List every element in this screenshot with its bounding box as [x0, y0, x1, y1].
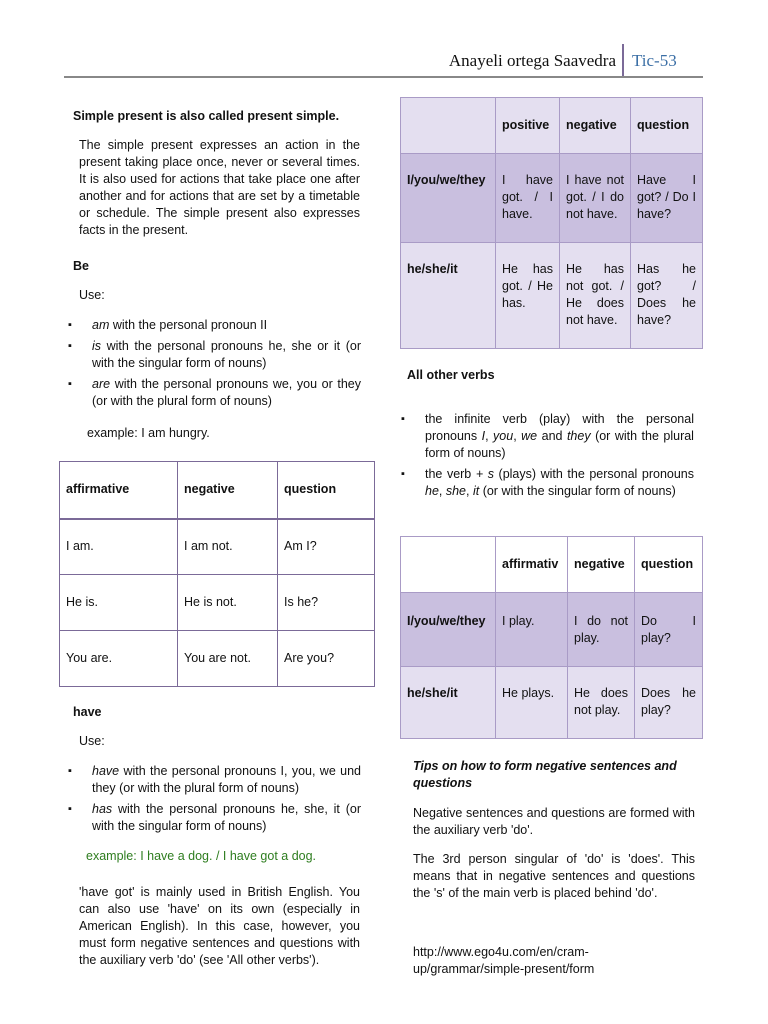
have-example: example: I have a dog. / I have got a dog. — [86, 849, 317, 863]
tips-paragraph-1: Negative sentences and questions are formed with the auxiliary verb 'do'. — [413, 806, 695, 837]
table-header-cell: positive — [496, 98, 560, 154]
list-item: ▪ am with the personal pronoun II — [68, 317, 361, 334]
table-row — [401, 243, 703, 349]
table-cell: I have not got. / I do not have. — [560, 154, 631, 243]
table-header-cell: question — [631, 98, 703, 154]
table-header-cell: affirmative — [60, 462, 178, 519]
table-header-row — [60, 462, 375, 519]
course-code: Tic-53 — [632, 51, 677, 70]
list-item: ▪ the infinite verb (play) with the personal pronouns I, you, we and they (or with the plural form of nouns) — [401, 411, 694, 462]
table-header-cell — [401, 98, 496, 154]
author-name: Anayeli ortega Saavedra — [448, 51, 616, 70]
table-row-header: I/you/we/they — [401, 154, 496, 243]
table-cell: Is he? — [278, 575, 375, 631]
other-verbs-heading: All other verbs — [407, 368, 495, 382]
table-cell: Are you? — [278, 631, 375, 687]
table-header-cell — [401, 537, 496, 593]
table-cell: He plays. — [496, 667, 568, 739]
table-cell: He does not play. — [568, 667, 635, 739]
table-cell: You are. — [60, 631, 178, 687]
table-cell: He has not got. / He does not have. — [560, 243, 631, 349]
play-conjugation-table — [400, 536, 703, 739]
table-row — [60, 631, 375, 687]
list-item: ▪ has with the personal pronouns he, she, it (or with the singular form of nouns) — [68, 801, 361, 835]
table-cell: I have got. / I have. — [496, 154, 560, 243]
source-link[interactable]: http://www.ego4u.com/en/cram-up/grammar/simple-present/form — [413, 945, 595, 976]
header-rule — [64, 76, 703, 78]
table-header-cell: negative — [178, 462, 278, 519]
list-item: ▪ are with the personal pronouns we, you or they (or with the plural form of nouns) — [68, 376, 361, 410]
table-row-header: he/she/it — [401, 667, 496, 739]
table-cell: I am not. — [178, 519, 278, 575]
table-cell: He is. — [60, 575, 178, 631]
table-row — [401, 154, 703, 243]
table-row-header: I/you/we/they — [401, 593, 496, 667]
table-header-cell: affirmativ — [496, 537, 568, 593]
list-item: ▪ have with the personal pronouns I, you, we und they (or with the plural form of nouns) — [68, 763, 361, 797]
be-heading: Be — [73, 259, 89, 273]
table-row — [60, 575, 375, 631]
table-cell: I am. — [60, 519, 178, 575]
intro-paragraph: The simple present expresses an action in the present taking place once, never or several times. It is also used for actions that take place one after another and for actions that are set by a timetable or schedule. The simple present also expresses facts in the present. — [79, 138, 360, 237]
table-row — [60, 519, 375, 575]
table-cell: You are not. — [178, 631, 278, 687]
be-bullet-list — [68, 317, 361, 414]
table-row — [401, 667, 703, 739]
have-note-paragraph: 'have got' is mainly used in British English. You can also use 'have' on its own (especially in American English). In this case, however, you must form negative sentences and questions with the auxiliary verb 'do' (see 'All other verbs'). — [79, 885, 360, 967]
table-cell: Do I play? — [635, 593, 703, 667]
table-header-cell: question — [635, 537, 703, 593]
table-row-header: he/she/it — [401, 243, 496, 349]
be-use-label: Use: — [79, 288, 105, 302]
be-table — [59, 461, 375, 687]
table-cell: He is not. — [178, 575, 278, 631]
tips-heading: Tips on how to form negative sentences and questions — [413, 759, 677, 790]
have-use-label: Use: — [79, 734, 105, 748]
header-separator — [622, 44, 624, 76]
table-cell: I play. — [496, 593, 568, 667]
tips-paragraph-2: The 3rd person singular of 'do' is 'does'. This means that in negative sentences and questions the 's' of the main verb is placed behind 'do'. — [413, 852, 695, 900]
table-header-row — [401, 98, 703, 154]
be-example: example: I am hungry. — [87, 426, 210, 440]
list-item: ▪ is with the personal pronouns he, she or it (or with the singular form of nouns) — [68, 338, 361, 372]
list-item: ▪ the verb + s (plays) with the personal pronouns he, she, it (or with the singular form of nouns) — [401, 466, 694, 500]
have-bullet-list — [68, 763, 361, 839]
table-cell: He has got. / He has. — [496, 243, 560, 349]
table-header-cell: question — [278, 462, 375, 519]
table-header-cell: negative — [560, 98, 631, 154]
doc-title: Simple present is also called present simple. — [73, 109, 340, 123]
table-cell: I do not play. — [568, 593, 635, 667]
have-conjugation-table — [400, 97, 703, 349]
other-verbs-bullet-list — [401, 411, 694, 504]
have-heading: have — [73, 705, 102, 719]
table-cell: Have I got? / Do I have? — [631, 154, 703, 243]
table-cell: Does he play? — [635, 667, 703, 739]
table-cell: Has he got? / Does he have? — [631, 243, 703, 349]
table-header-row — [401, 537, 703, 593]
table-header-cell: negative — [568, 537, 635, 593]
table-cell: Am I? — [278, 519, 375, 575]
table-row — [401, 593, 703, 667]
